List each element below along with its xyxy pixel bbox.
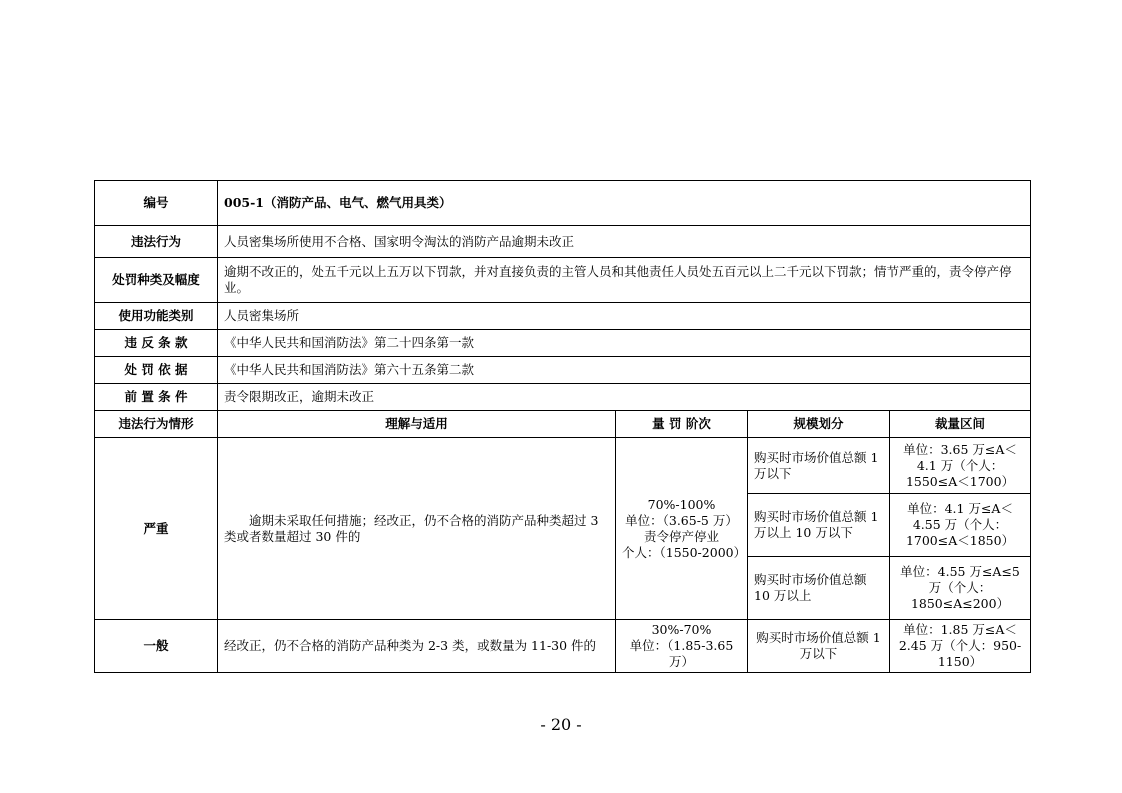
discretion-table [94,180,1031,673]
column-header-scale: 规模划分 [748,411,890,438]
severe-interpretation: 逾期未采取任何措施；经改正，仍不合格的消防产品种类超过 3 类或者数量超过 30 件的 [218,438,616,620]
violation-value: 人员密集场所使用不合格、国家明令淘汰的消防产品逾期未改正 [218,226,1031,258]
severe-penalty-order: 责令停产停业 [643,528,719,544]
severe-label: 严重 [95,438,218,620]
penalty-basis-label: 处 罚 依 据 [95,357,218,384]
row-violated-clause [95,330,1031,357]
severe-penalty-unit: 单位：（3.65-5 万） [625,512,738,528]
row-penalty [95,258,1031,303]
function-category-value: 人员密集场所 [218,303,1031,330]
general-label: 一般 [95,620,218,673]
column-header-penalty-level: 量 罚 阶次 [616,411,748,438]
severe-row-1 [95,438,1031,494]
general-interpretation: 经改正，仍不合格的消防产品种类为 2-3 类，或数量为 11-30 件的 [218,620,616,673]
severe-tier-1-scale: 购买时市场价值总额 1 万以下 [748,438,890,494]
severe-tier-1-range: 单位：3.65 万≤A＜4.1 万（个人：1550≤A＜1700） [890,438,1031,494]
severe-tier-3-scale: 购买时市场价值总额 10 万以上 [748,557,890,620]
precondition-label: 前 置 条 件 [95,384,218,411]
general-tier-1-range: 单位：1.85 万≤A＜2.45 万（个人：950-1150） [890,620,1031,673]
violated-clause-value: 《中华人民共和国消防法》第二十四条第一款 [218,330,1031,357]
penalty-label: 处罚种类及幅度 [95,258,218,303]
penalty-value: 逾期不改正的，处五千元以上五万以下罚款，并对直接负责的主管人员和其他责任人员处五百元以上二千元以下罚款；情节严重的，责令停产停业。 [218,258,1031,303]
severe-tier-3-range: 单位：4.55 万≤A≤5 万（个人：1850≤A≤200） [890,557,1031,620]
general-penalty-pct: 30%-70% [651,622,712,637]
row-penalty-basis [95,357,1031,384]
row-precondition [95,384,1031,411]
severe-penalty-level [616,438,748,620]
column-header-circumstance: 违法行为情形 [95,411,218,438]
general-penalty-unit: 单位：（1.85-3.65 万） [629,638,734,669]
severe-penalty-pct: 70%-100% [647,496,716,512]
column-header-interpretation: 理解与适用 [218,411,616,438]
column-header-range: 裁量区间 [890,411,1031,438]
severe-tier-2-range: 单位：4.1 万≤A＜4.55 万（个人：1700≤A＜1850） [890,494,1031,557]
general-row [95,620,1031,673]
violated-clause-label: 违 反 条 款 [95,330,218,357]
column-header-row [95,411,1031,438]
page-number: - 20 - [540,715,582,734]
severe-penalty-personal: 个人：（1550-2000） [622,544,747,560]
function-category-label: 使用功能类别 [95,303,218,330]
penalty-basis-value: 《中华人民共和国消防法》第六十五条第二款 [218,357,1031,384]
violation-label: 违法行为 [95,226,218,258]
code-label: 编号 [95,181,218,226]
code-value: 005-1（消防产品、电气、燃气用具类） [218,181,1031,226]
row-violation [95,226,1031,258]
row-code [95,181,1031,226]
severe-tier-2-scale: 购买时市场价值总额 1 万以上 10 万以下 [748,494,890,557]
row-function-category [95,303,1031,330]
precondition-value: 责令限期改正，逾期未改正 [218,384,1031,411]
general-tier-1-scale: 购买时市场价值总额 1 万以下 [748,620,890,673]
general-penalty-level [616,620,748,673]
